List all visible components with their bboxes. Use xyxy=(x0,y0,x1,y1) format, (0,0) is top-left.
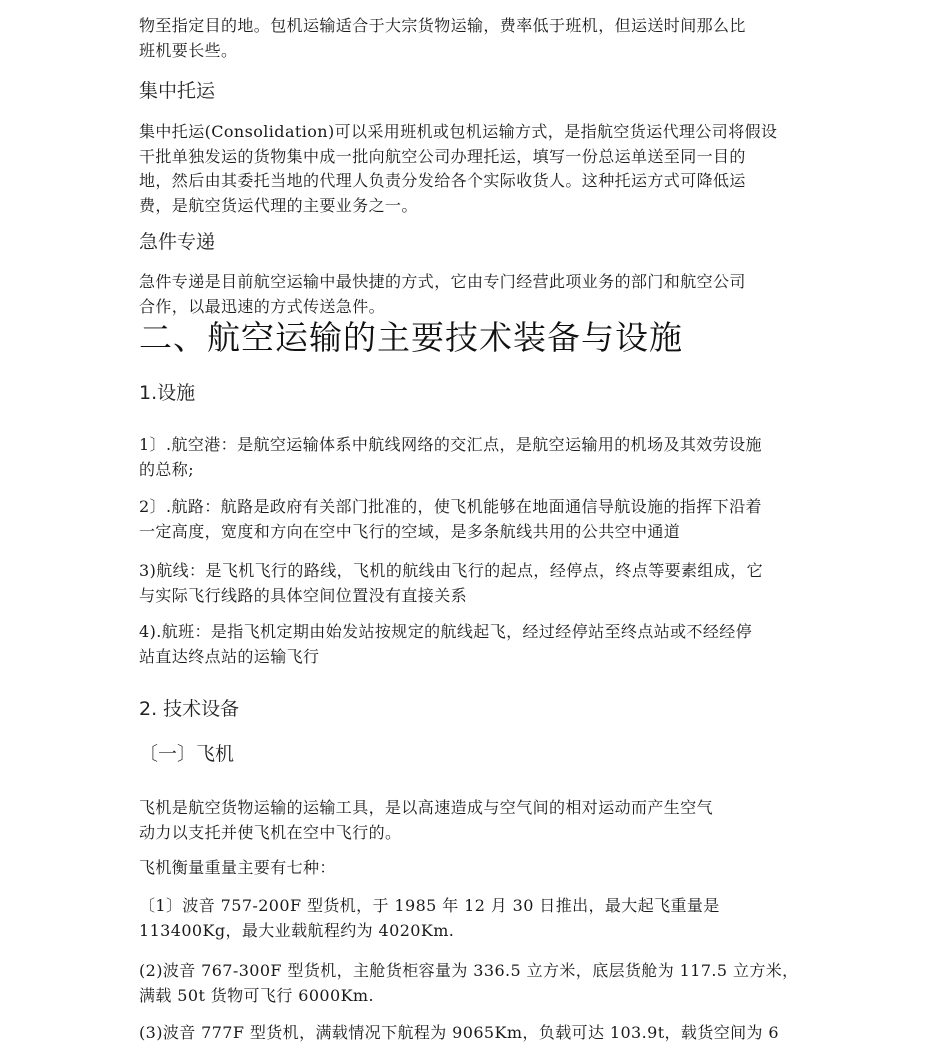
paragraph-boeing-767: (2)波音 767-300F 型货机，主舱货柜容量为 336.5 立方米，底层货舱为 117.5 立方米， 满载 50t 货物可飞行 6000Km. xyxy=(139,961,799,1005)
paragraph-air-route: 3)航线：是飞机飞行的路线，飞机的航线由飞行的起点，经停点，终点等要素组成，它 与实际飞行线路的具体空间位置没有直接关系 xyxy=(139,561,764,605)
heading-facilities: 1.设施 xyxy=(139,382,196,404)
heading-aircraft: 〔一〕飞机 xyxy=(139,743,235,765)
paragraph-express: 急件专递是目前航空运输中最快捷的方式，它由专门经营此项业务的部门和航空公司 合作，以最迅速的方式传送急件。 xyxy=(139,272,746,316)
paragraph-flight: 4).航班：是指飞机定期由始发站按规定的航线起飞，经过经停站至终点站或不经经停 站直达终点站的运输飞行 xyxy=(139,622,753,666)
paragraph-boeing-777: (3)波音 777F 型货机，满载情况下航程为 9065Km，负载可达 103.9t，载货空间为 6 xyxy=(139,1023,779,1042)
section-title-equipment-facilities: 二、航空运输的主要技术装备与设施 xyxy=(139,318,683,357)
paragraph-aircraft: 飞机是航空货物运输的运输工具，是以高速造成与空气间的相对运动而产生空气 动力以支托并使飞机在空中飞行的。 xyxy=(139,798,714,842)
heading-technical-equipment: 2. 技术设备 xyxy=(139,698,240,720)
paragraph-weight-types: 飞机衡量重量主要有七种： xyxy=(139,858,336,877)
paragraph-airway: 2〕.航路：航路是政府有关部门批准的，使飞机能够在地面通信导航设施的指挥下沿着 一定高度，宽度和方向在空中飞行的空域，是多条航线共用的公共空中通道 xyxy=(139,497,762,541)
paragraph-boeing-757: 〔1〕波音 757-200F 型货机，于 1985 年 12 月 30 日推出，最大起飞重量是 113400Kg，最大业载航程约为 4020Km. xyxy=(139,896,720,940)
heading-consolidation: 集中托运 xyxy=(139,80,216,102)
paragraph-charter-tail: 物至指定目的地。包机运输适合于大宗货物运输，费率低于班机，但运送时间那么比 班机要长些。 xyxy=(139,16,746,60)
paragraph-consolidation: 集中托运(Consolidation)可以采用班机或包机运输方式，是指航空货运代理公司将假设 干批单独发运的货物集中成一批向航空公司办理托运，填写一份总运单送至同一目的 地，然后由其委托当地的代理人负责分发给各个实际收货人。这种托运方式可降低运 费，是航空货运代理的主要业务之一。 xyxy=(139,122,778,215)
heading-express: 急件专递 xyxy=(139,231,216,253)
paragraph-airport: 1〕.航空港：是航空运输体系中航线网络的交汇点，是航空运输用的机场及其效劳设施 的总称; xyxy=(139,435,762,479)
